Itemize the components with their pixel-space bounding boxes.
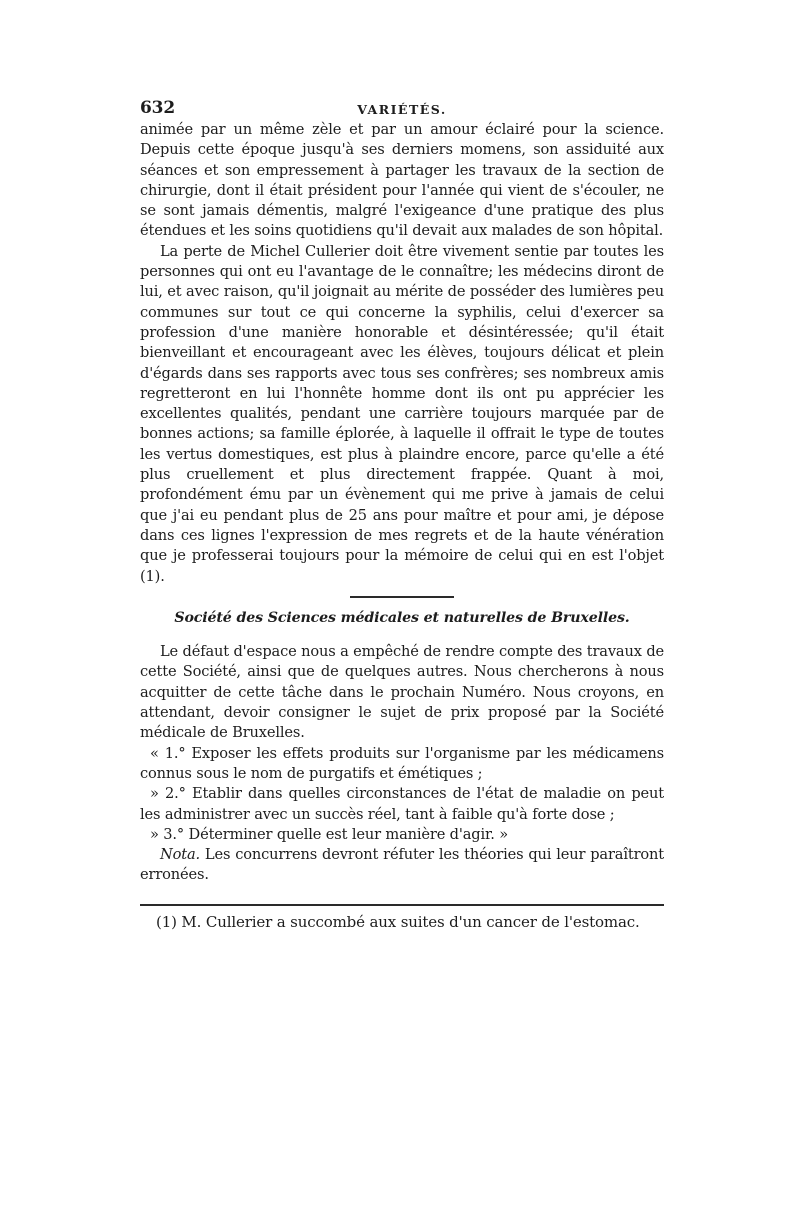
paragraph-obituary-tribute: La perte de Michel Cullerier doit être vivement sentie par toutes les personnes qui ont eu l'avantage de le connaître; les médecins diront de lui, et avec raison, qu'il joignait au mérite de posséder des lumières peu communes sur tout ce qui concerne la syphilis, celui d'exercer sa profession d'une manière honorable et désintéressée; qu'il était bienveillant et encourageant avec les élèves, toujours délicat et plein d'égards dans ses rapports avec tous ses confrères; ses nombreux amis regretteront en lui l'honnête homme dont ils ont pu apprécier les excellentes qualités, pendant une carrière toujours marquée par de bonnes actions; sa famille éplorée, à laquelle il offrait le type de toutes les vertus domestiques, est plus à plaindre encore, parce qu'elle a été plus cruellement et plus directement frappée. Quant à moi, profondément ému par un évènement qui me prive à jamais de celui que j'ai eu pendant plus de 25 ans pour maître et pour ami, je dépose dans ces lignes l'expression de mes regrets et de la haute vénération que je professerai toujours pour la mémoire de celui qui en est l'objet (1). xyxy=(140,242,664,585)
footnote: (1) M. Cullerier a succombé aux suites d'un cancer de l'estomac. xyxy=(156,912,640,931)
section-title: Société des Sciences médicales et naturelles de Bruxelles. xyxy=(174,609,630,626)
nota-text: Les concurrens devront réfuter les théories qui leur paraîtront erronées. xyxy=(140,846,664,884)
running-title: VARIÉTÉS. xyxy=(357,102,447,117)
book-page xyxy=(140,98,664,932)
nota-label: Nota. xyxy=(160,846,201,864)
prize-item-1: « 1.° Exposer les effets produits sur l'organisme par les médicamens connus sous le nom de purgatifs et émétiques ; xyxy=(140,744,664,782)
page-number: 632 xyxy=(140,98,176,118)
section-intro: Le défaut d'espace nous a empêché de rendre compte des travaux de cette Société, ainsi que de quelques autres. Nous chercherons à nous acquitter de cette tâche dans le prochain Numéro. Nous croyons, en attendant, devoir consigner le sujet de prix proposé par la Société médicale de Bruxelles. xyxy=(140,643,664,742)
footnote-rule xyxy=(140,904,664,906)
prize-item-2: » 2.° Etablir dans quelles circonstances de l'état de maladie on peut les administrer avec un succès réel, tant à faible qu'à forte dose ; xyxy=(140,785,664,823)
nota-paragraph xyxy=(140,845,664,886)
prize-item-3: » 3.° Déterminer quelle est leur manière d'agir. » xyxy=(150,825,508,843)
running-head xyxy=(140,98,664,118)
section-divider xyxy=(350,596,454,598)
paragraph-obituary-continuation: animée par un même zèle et par un amour éclairé pour la science. Depuis cette époque jusqu'à ses derniers momens, son assiduité aux séances et son empressement à partager les travaux de la section de chirurgie, dont il était président pour l'année qui vient de s'écouler, ne se sont jamais démentis, malgré l'exigeance d'une pratique des plus étendues et les soins quotidiens qu'il devait aux malades de son hôpital. xyxy=(140,121,664,240)
